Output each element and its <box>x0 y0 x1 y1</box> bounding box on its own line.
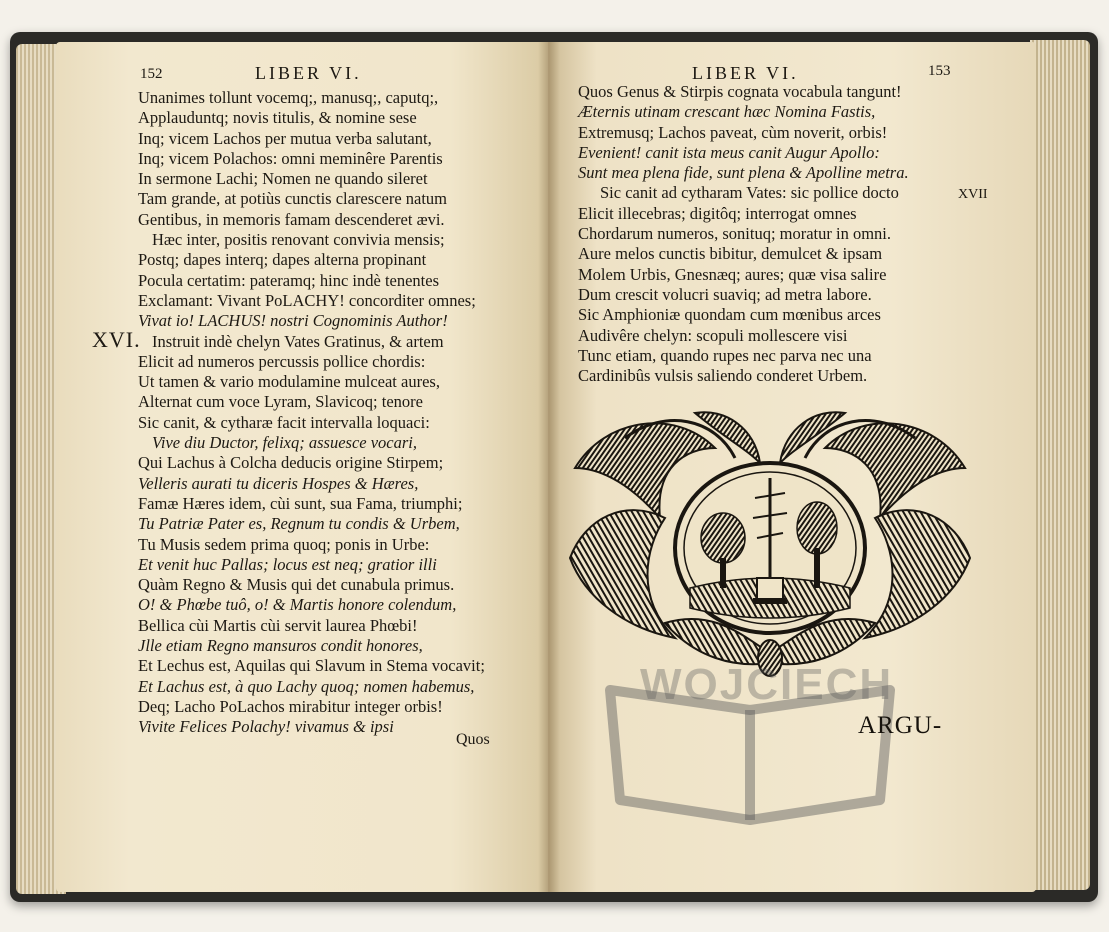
text-line: Unanimes tollunt vocemq;, manusq;, caputq;, <box>138 88 439 107</box>
right-section-mark: XVII <box>958 187 988 202</box>
text-line: O! & Phœbe tuô, o! & Martis honore colendum, <box>138 595 457 615</box>
text-line: Dum crescit volucri suaviq; ad metra labore. <box>578 284 872 304</box>
text-line: Tu Musis sedem prima quoq; ponis in Urbe: <box>138 534 430 554</box>
text-line: Chordarum numeros, sonituq; moratur in omni. <box>578 224 892 244</box>
left-page-number: 152 <box>140 66 163 82</box>
text-line: Quàm Regno & Musis qui det cunabula primus. <box>138 575 455 595</box>
text-line: Sunt mea plena fide, sunt plena & Apolline metra. <box>578 163 909 183</box>
text-line: Tu Patriæ Pater es, Regnum tu condis & Urbem, <box>138 514 460 534</box>
text-line: Et Lachus est, à quo Lachy quoq; nomen habemus, <box>138 676 475 696</box>
watermark-text: WOJCIECH <box>640 660 894 709</box>
text-line: Tunc etiam, quando rupes nec parva nec una <box>578 345 872 365</box>
text-line: In sermone Lachi; Nomen ne quando sileret <box>138 169 428 189</box>
text-line: Applauduntq; novis titulis, & nomine sese <box>138 108 417 128</box>
text-line: Hæc inter, positis renovant convivia mensis; <box>152 230 445 250</box>
right-catchword: ARGU- <box>858 712 943 739</box>
left-running-header: LIBER VI. <box>255 63 362 83</box>
text-line: Exclamant: Vivant PoLACHY! concorditer omnes; <box>138 290 476 310</box>
left-section-mark: XVI. <box>92 327 141 352</box>
text-line: Æternis utinam crescant hæc Nomina Fastis, <box>578 102 876 122</box>
text-line: Extremusq; Lachos paveat, cùm noverit, orbis! <box>578 122 888 142</box>
text-line: Elicit illecebras; digitôq; interrogat omnes <box>578 203 857 223</box>
text-line: Sic canit, & cytharæ facit intervalla loquaci: <box>138 412 430 432</box>
text-line: Jlle etiam Regno mansuros condit honores, <box>138 636 423 656</box>
text-line: Bellica cùi Martis cùi servit laurea Phœbi! <box>138 615 418 635</box>
text-line: Deq; Lacho PoLachos mirabitur integer orbis! <box>138 696 443 716</box>
text-line: Aure melos cunctis bibitur, demulcet & ipsam <box>578 244 883 264</box>
right-page-number: 153 <box>928 63 951 79</box>
text-line: Postq; dapes interq; dapes alterna propinant <box>138 250 427 270</box>
text-line: Alternat cum voce Lyram, Slavicoq; tenore <box>138 392 423 412</box>
text-line: Audivêre chelyn: scopuli mollescere visi <box>578 325 848 345</box>
left-catchword: Quos <box>456 731 490 748</box>
text-line: Vivat io! LACHUS! nostri Cognominis Author! <box>138 311 448 331</box>
text-line: Velleris aurati tu diceris Hospes & Hæres, <box>138 473 419 493</box>
text-line: Inq; vicem Lachos per mutua verba salutant, <box>138 128 432 148</box>
text-line: Pocula certatim: pateramq; hinc indè tenentes <box>138 270 440 290</box>
text-line: Famæ Hæres idem, cùi sunt, sua Fama, triumphi; <box>138 493 463 513</box>
text-line: Et venit huc Pallas; locus est neq; gratior illi <box>138 554 437 574</box>
text-line: Elicit ad numeros percussis pollice chordis: <box>138 351 426 371</box>
page-edges-right <box>1030 40 1090 890</box>
left-text-lines <box>138 88 485 738</box>
text-line: Ut tamen & vario modulamine mulceat aures, <box>138 372 440 392</box>
text-line: Instruit indè chelyn Vates Gratinus, & artem <box>152 331 444 351</box>
text-line: Sic Amphioniæ quondam cum mœnibus arces <box>578 305 881 325</box>
text-line: Vive diu Ductor, felixq; assuesce vocari, <box>152 433 417 453</box>
text-line: Et Lechus est, Aquilas qui Slavum in Stema vocavit; <box>138 656 485 676</box>
text-line: Gentibus, in memoris famam descenderet ævi. <box>138 209 445 229</box>
text-line: Evenient! canit ista meus canit Augur Apollo: <box>578 142 880 162</box>
text-line: Vivite Felices Polachy! vivamus & ipsi <box>138 717 394 737</box>
book-gutter <box>538 42 560 892</box>
text-line: Sic canit ad cytharam Vates: sic pollice docto <box>600 183 899 203</box>
text-line: Cardinibûs vulsis saliendo conderet Urbem. <box>578 366 868 386</box>
text-line: Tam grande, at potiùs cunctis clarescere natum <box>138 189 448 209</box>
right-running-header: LIBER VI. <box>692 63 799 83</box>
right-text-lines <box>578 82 909 386</box>
text-line: Molem Urbis, Gnesnæq; aures; quæ visa salire <box>578 264 887 284</box>
text-line: Qui Lachus à Colcha deducis origine Stirpem; <box>138 453 444 473</box>
text-line: Quos Genus & Stirpis cognata vocabula tangunt! <box>578 82 902 101</box>
text-line: Inq; vicem Polachos: omni meminêre Parentis <box>138 148 443 168</box>
